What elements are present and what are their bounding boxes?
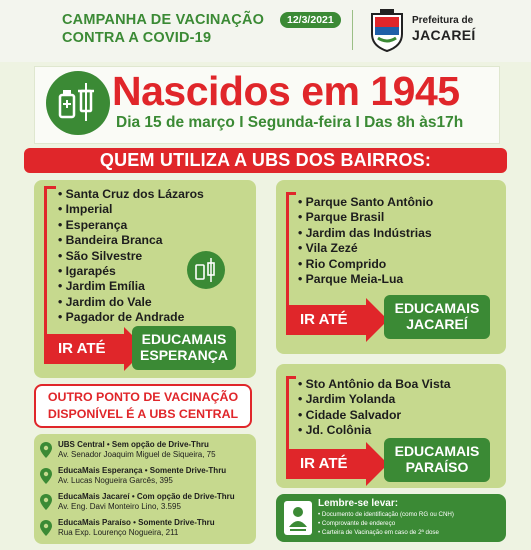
- city-crest-icon: [368, 8, 406, 52]
- list-item: • Parque Meia-Lua: [298, 272, 433, 287]
- locations-box: [34, 434, 256, 544]
- list-item: • Jardim das Indústrias: [298, 226, 433, 241]
- list-item: • Imperial: [58, 202, 204, 217]
- map-pin-icon: [40, 520, 52, 536]
- other-point-line-1: OUTRO PONTO DE VACINAÇÃO: [47, 390, 239, 404]
- dest-line-1: EDUCAMAIS: [141, 331, 227, 347]
- list-item: • Jardim Yolanda: [298, 392, 451, 407]
- map-pin-icon: [40, 494, 52, 510]
- neighborhood-list: [298, 377, 451, 439]
- header-divider: [352, 10, 353, 50]
- prefeitura-logo-text: [412, 14, 476, 42]
- list-item: • Pagador de Andrade: [58, 310, 204, 325]
- other-point-line-2: DISPONÍVEL É A UBS CENTRAL: [47, 407, 239, 421]
- campaign-line-2: CONTRA A COVID-19: [62, 30, 212, 46]
- city-name: JACAREÍ: [412, 27, 476, 43]
- card-bracket: [286, 192, 296, 316]
- banner-title: Nascidos em 1945: [112, 68, 460, 114]
- other-vaccination-point: [34, 384, 252, 428]
- list-item: • Comprovante de endereço: [318, 519, 454, 528]
- destination-jacarei: [384, 295, 490, 339]
- go-to-arrow: [286, 305, 386, 335]
- list-item: • Documento de identificação (como RG ou CNH): [318, 510, 454, 519]
- list-item: • Esperança: [58, 218, 204, 233]
- list-item: • Carteira de Vacinação em caso de 2ª dose: [318, 528, 454, 537]
- list-item: • São Silvestre: [58, 249, 204, 264]
- list-item: • Parque Santo Antônio: [298, 195, 433, 210]
- destination-esperanca: [132, 326, 236, 370]
- location-address: Av. Lucas Nogueira Garcês, 395: [58, 476, 173, 485]
- id-card-icon: [284, 501, 312, 535]
- list-item: • Jd. Colônia: [298, 423, 451, 438]
- location-address: Av. Eng. Davi Monteiro Lino, 3.595: [58, 502, 181, 511]
- dest-line-1: EDUCAMAIS: [394, 443, 480, 459]
- card-bracket: [44, 186, 56, 346]
- list-item: • Sto Antônio da Boa Vista: [298, 377, 451, 392]
- vaccine-circle: [46, 71, 110, 135]
- dest-line-2: JACAREÍ: [406, 316, 468, 332]
- prefeitura-label: Prefeitura de: [412, 15, 474, 26]
- card-bracket: [286, 376, 296, 456]
- vaccine-syringe-icon: [46, 71, 110, 135]
- reminder-box: [276, 494, 506, 542]
- go-to-arrow: [44, 334, 144, 364]
- campaign-title: [62, 11, 264, 47]
- neighborhood-list: [298, 195, 433, 287]
- location-address: Rua Exp. Lourenço Nogueira, 211: [58, 528, 179, 537]
- section-title: QUEM UTILIZA A UBS DOS BAIRROS:: [24, 148, 507, 173]
- location-address: Av. Senador Joaquim Miguel de Siqueira, 75: [58, 450, 216, 459]
- destination-paraiso: [384, 438, 490, 482]
- list-item: • Parque Brasil: [298, 210, 433, 225]
- location-name: UBS Central • Sem opção de Drive-Thru: [58, 440, 209, 449]
- reminder-title: Lembre-se levar:: [318, 498, 399, 509]
- list-item: • Jardim Emília: [58, 279, 204, 294]
- vaccine-small-icon: [186, 250, 226, 290]
- campaign-line-1: CAMPANHA DE VACINAÇÃO: [62, 12, 265, 28]
- list-item: • Vila Zezé: [298, 241, 433, 256]
- dest-line-2: PARAÍSO: [405, 459, 469, 475]
- map-pin-icon: [40, 468, 52, 484]
- go-to-arrow: [286, 449, 386, 479]
- go-label: IR ATÉ: [44, 334, 124, 364]
- reminder-list: [318, 510, 454, 537]
- list-item: • Igarapés: [58, 264, 204, 279]
- location-name: EducaMais Jacareí • Com opção de Drive-Thru: [58, 492, 235, 501]
- dest-line-2: ESPERANÇA: [140, 347, 228, 363]
- banner-subtitle: Dia 15 de março I Segunda-feira I Das 8h às17h: [116, 114, 464, 131]
- go-label: IR ATÉ: [286, 449, 366, 479]
- dest-line-1: EDUCAMAIS: [394, 300, 480, 316]
- location-name: EducaMais Paraíso • Somente Drive-Thru: [58, 518, 215, 527]
- list-item: • Bandeira Branca: [58, 233, 204, 248]
- location-name: EducaMais Esperança • Somente Drive-Thru: [58, 466, 227, 475]
- go-label: IR ATÉ: [286, 305, 366, 335]
- list-item: • Santa Cruz dos Lázaros: [58, 187, 204, 202]
- map-pin-icon: [40, 442, 52, 458]
- list-item: • Cidade Salvador: [298, 408, 451, 423]
- date-badge: 12/3/2021: [280, 12, 341, 28]
- header: [0, 0, 531, 62]
- list-item: • Jardim do Vale: [58, 295, 204, 310]
- list-item: • Rio Comprido: [298, 257, 433, 272]
- neighborhood-list: [58, 187, 204, 326]
